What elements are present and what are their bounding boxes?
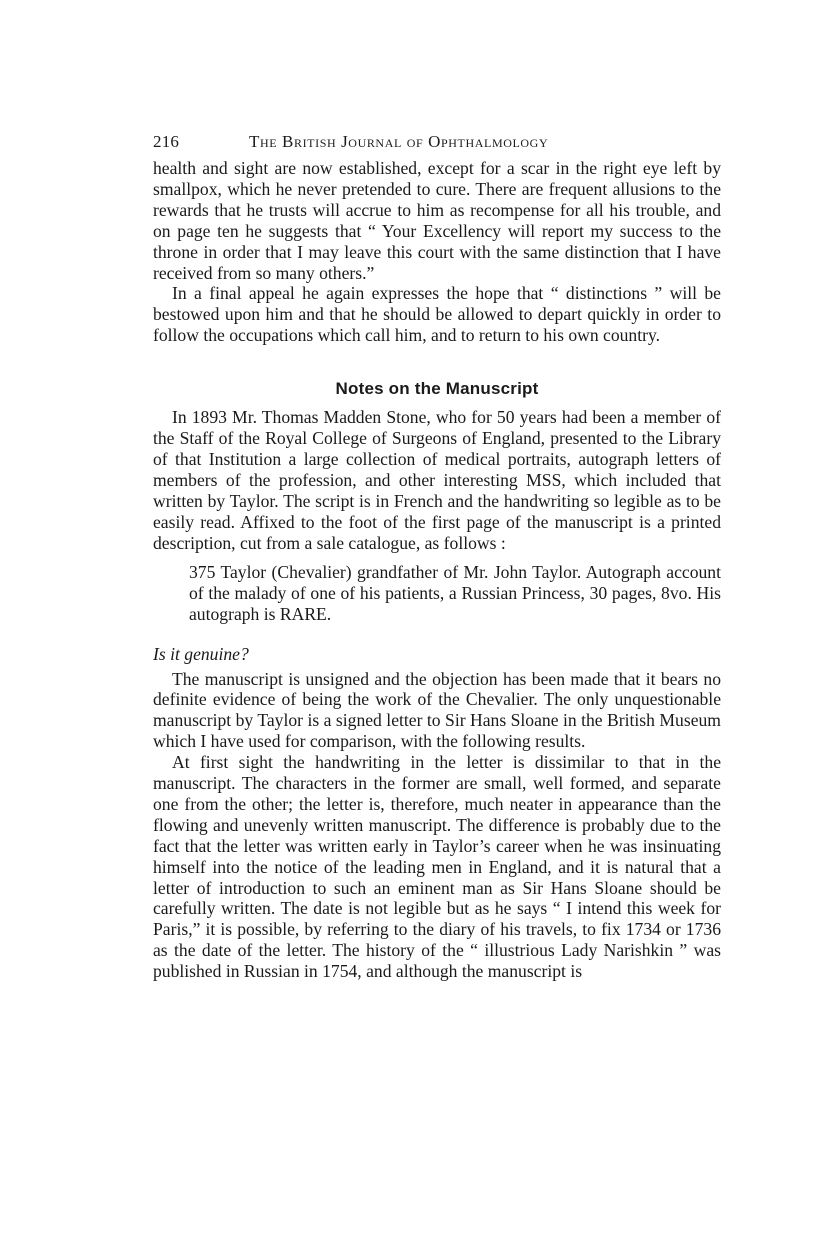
body-paragraph: In 1893 Mr. Thomas Madden Stone, who for 50 years had been a member of the Staff of the Royal College of Surgeons of England, presented to the Library of that Institution a large collection of medical portraits, autograph letters of members of the profession, and other interesting MSS, which included that written by Taylor. The script is in French and the handwriting so legible as to be easily read. Affixed to the foot of the first page of the manuscript is a printed description, cut from a sale catalogue, as follows : bbox=[153, 407, 721, 553]
running-head bbox=[153, 132, 721, 158]
subsection-heading: Is it genuine? bbox=[153, 643, 249, 664]
journal-title: The British Journal of Ophthalmology bbox=[249, 132, 549, 151]
body-paragraph: At first sight the handwriting in the letter is dissimilar to that in the manuscript. The characters in the former are small, well formed, and separate one from the other; the letter is, therefore, much neater in appearance than the flowing and unevenly written manuscript. The difference is probably due to the fact that the letter was written early in Taylor’s career when he was insinuating himself into the notice of the leading men in England, and it is natural that a letter of introduction to such an eminent man as Sir Hans Sloane should be carefully written. The date is not legible but as he says “ I intend this week for Paris,” it is possible, by referring to the diary of his travels, to fix 1734 or 1736 as the date of the letter. The history of the “ illustrious Lady Narishkin ” was published in Russian in 1754, and although the manuscript is bbox=[153, 752, 721, 982]
body-paragraph: In a final appeal he again expresses the hope that “ distinctions ” will be bestowed upon him and that he should be allowed to depart quickly in order to follow the occupations which call him, and to return to his own country. bbox=[153, 283, 721, 346]
page-number: 216 bbox=[153, 132, 180, 151]
section-heading: Notes on the Manuscript bbox=[335, 379, 539, 399]
catalogue-entry: 375 Taylor (Chevalier) grandfather of Mr. John Taylor. Autograph account of the malady of one of his patients, a Russian Princess, 30 pages, 8vo. His autograph is RARE. bbox=[189, 561, 721, 624]
journal-page bbox=[153, 132, 721, 982]
body-paragraph: The manuscript is unsigned and the objection has been made that it bears no definite evidence of being the work of the Chevalier. The only unquestionable manuscript by Taylor is a signed letter to Sir Hans Sloane in the British Museum which I have used for comparison, with the following results. bbox=[153, 668, 721, 752]
body-paragraph: health and sight are now established, except for a scar in the right eye left by smallpox, which he never pretended to cure. There are frequent allusions to the rewards that he trusts will accrue to him as recompense for all his trouble, and on page ten he suggests that “ Your Excellency will report my success to the throne in order that I may leave this court with the same distinction that I have received from so many others.” bbox=[153, 158, 721, 283]
